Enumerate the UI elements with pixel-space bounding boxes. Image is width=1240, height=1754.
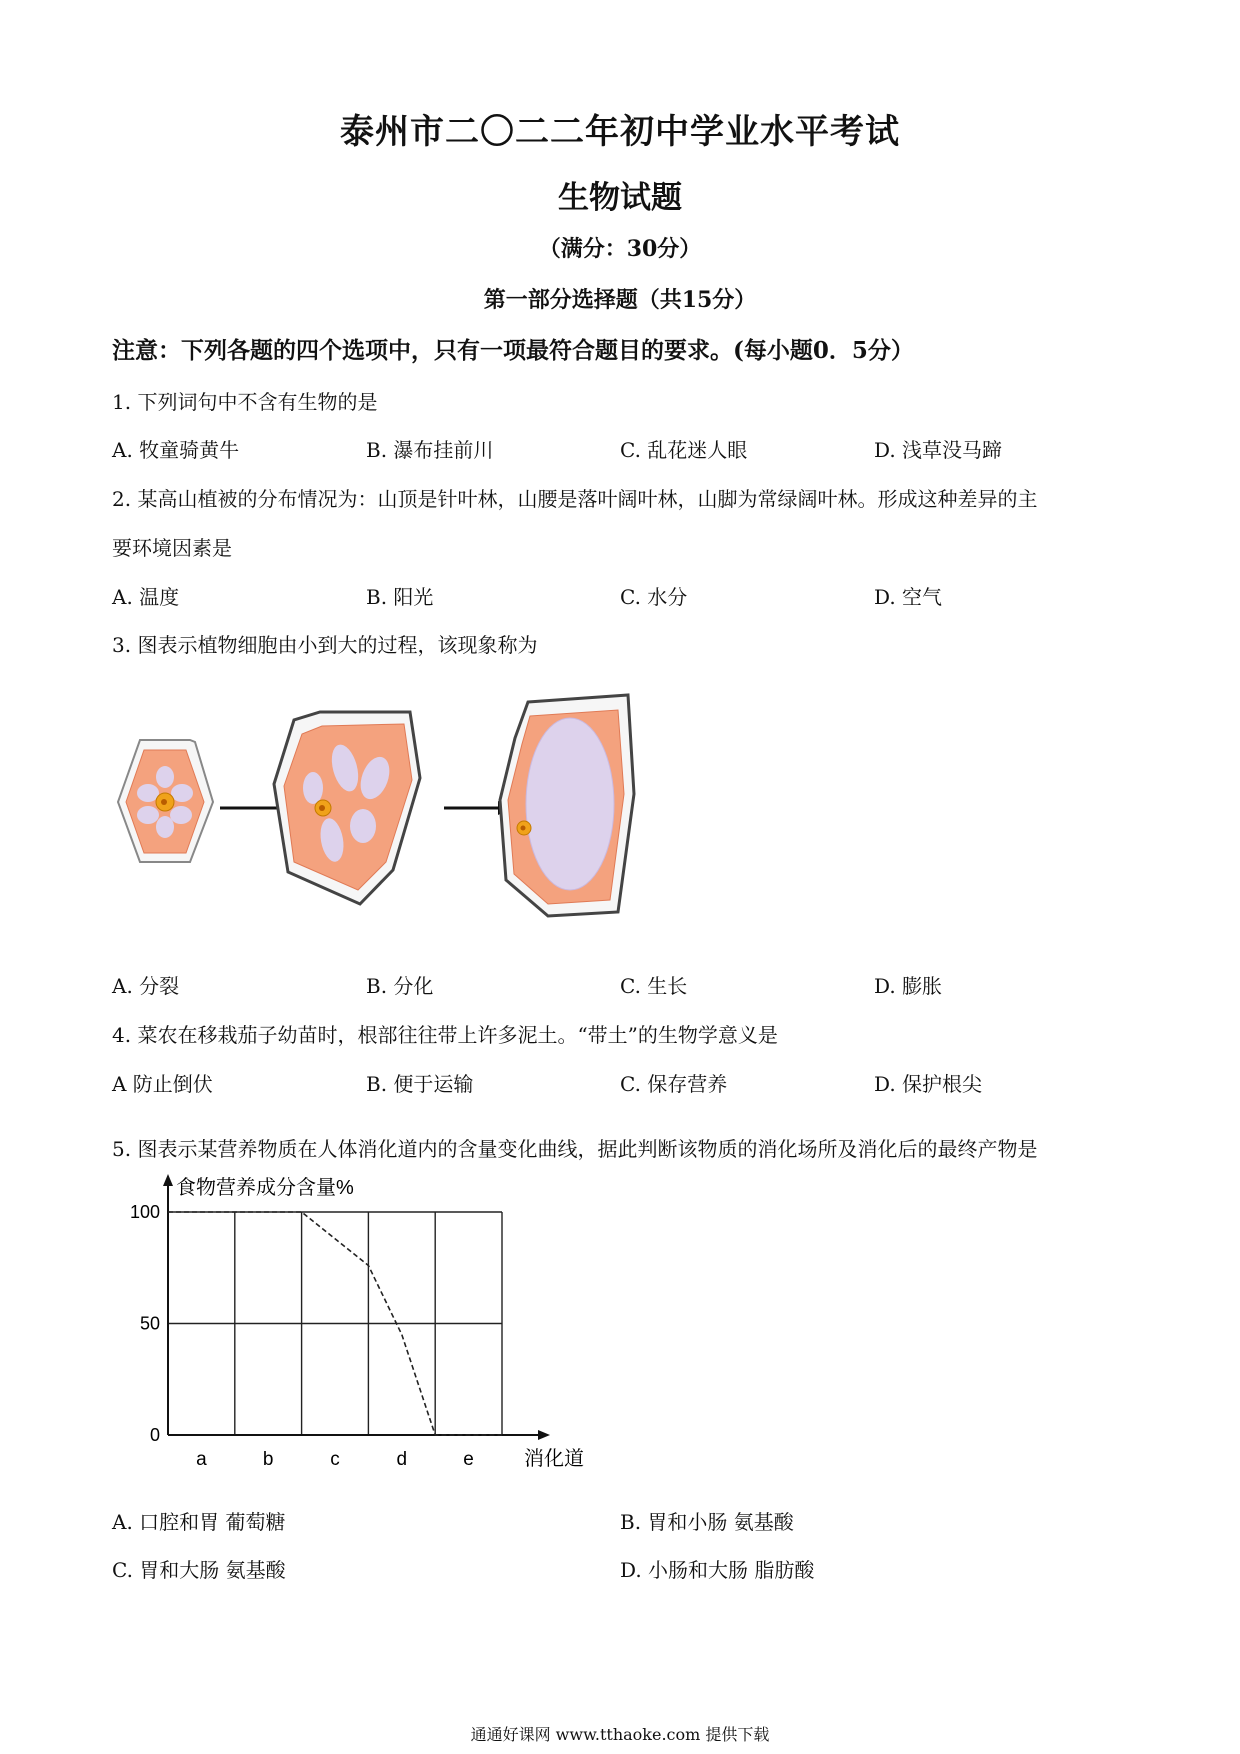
full-score: （满分：30分） (538, 236, 702, 262)
cell-growth-figure (110, 690, 670, 940)
q4-option-a: A 防止倒伏 (112, 1072, 213, 1096)
y-tick-label: 50 (139, 1313, 160, 1334)
y-tick-label: 0 (149, 1425, 160, 1445)
question-2-stem-line1: 2. 某高山植被的分布情况为：山顶是针叶林，山腰是落叶阔叶林，山脚为常绿阔叶林。形成这种差异的主 (112, 487, 1038, 511)
small-cell (118, 740, 213, 862)
medium-cell (274, 712, 420, 904)
section-heading: 第一部分选择题（共15分） (483, 287, 757, 313)
x-tick-label: e (463, 1449, 474, 1470)
q5-option-d: D. 小肠和大肠 脂肪酸 (620, 1558, 815, 1582)
q4-option-c: C. 保存营养 (620, 1072, 728, 1096)
page-footer: 通通好课网 www.tthaoke.com 提供下载 (470, 1725, 770, 1744)
q3-option-b: B. 分化 (366, 974, 434, 998)
q1-option-d: D. 浅草没马蹄 (874, 438, 1003, 462)
q5-option-c: C. 胃和大肠 氨基酸 (112, 1558, 286, 1582)
q1-option-b: B. 瀑布挂前川 (366, 438, 494, 462)
question-5-stem: 5. 图表示某营养物质在人体消化道内的含量变化曲线，据此判断该物质的消化场所及消化后的最终产物是 (112, 1137, 1038, 1161)
notice: 注意：下列各题的四个选项中，只有一项最符合题目的要求。(每小题0．5分） (112, 337, 914, 364)
x-tick-label: b (262, 1449, 274, 1470)
q3-option-a: A. 分裂 (112, 974, 180, 998)
question-1-stem: 1. 下列词句中不含有生物的是 (112, 390, 378, 414)
q1-option-c: C. 乱花迷人眼 (620, 438, 748, 462)
x-tick-label: c (330, 1449, 340, 1470)
q3-option-c: C. 生长 (620, 974, 688, 998)
question-4-stem: 4. 菜农在移栽茄子幼苗时，根部往往带上许多泥土。“带土”的生物学意义是 (112, 1023, 778, 1047)
digestion-chart (110, 1170, 590, 1480)
q5-option-b: B. 胃和小肠 氨基酸 (620, 1510, 794, 1534)
question-2-stem-line2: 要环境因素是 (112, 536, 232, 560)
large-cell (500, 695, 634, 916)
subject-title: 生物试题 (558, 180, 682, 216)
y-axis-arrow-icon (163, 1174, 173, 1186)
q4-option-d: D. 保护根尖 (874, 1072, 983, 1096)
q4-option-b: B. 便于运输 (366, 1072, 474, 1096)
q5-option-a: A. 口腔和胃 葡萄糖 (112, 1510, 286, 1534)
x-axis-arrow-icon (538, 1430, 550, 1440)
x-tick-label: a (196, 1449, 207, 1470)
q2-option-d: D. 空气 (874, 585, 943, 609)
exam-title: 泰州市二〇二二年初中学业水平考试 (340, 112, 900, 152)
q3-option-d: D. 膨胀 (874, 974, 943, 998)
x-axis-label: 消化道 (524, 1448, 584, 1470)
y-axis-label: 食物营养成分含量% (176, 1177, 354, 1199)
question-3-stem: 3. 图表示植物细胞由小到大的过程，该现象称为 (112, 633, 538, 657)
x-tick-label: d (396, 1449, 408, 1470)
y-tick-label: 100 (129, 1202, 160, 1222)
q1-option-a: A. 牧童骑黄牛 (112, 438, 240, 462)
chart-grid (168, 1212, 502, 1435)
q2-option-a: A. 温度 (112, 585, 180, 609)
q2-option-c: C. 水分 (620, 585, 688, 609)
q2-option-b: B. 阳光 (366, 585, 434, 609)
